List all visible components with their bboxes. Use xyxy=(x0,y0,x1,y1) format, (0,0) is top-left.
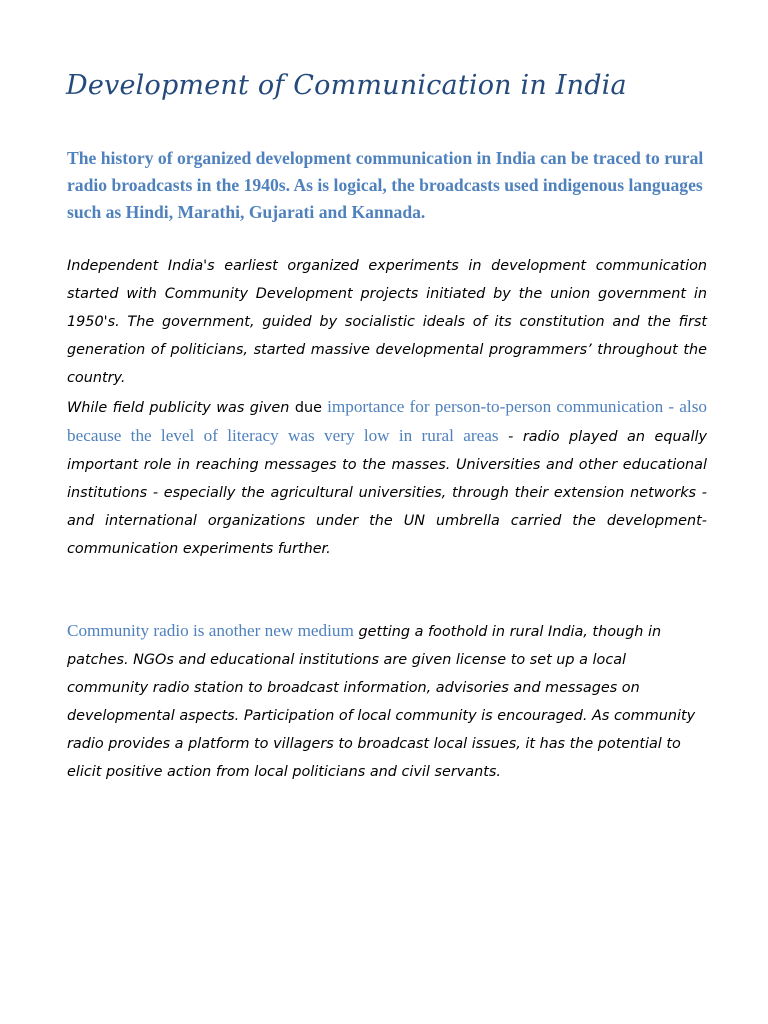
para2-lead-text: While field publicity was given xyxy=(67,400,295,416)
paragraph-field-publicity xyxy=(67,393,707,563)
para2-rest-text: - radio played an equally important role in reaching messages to the masses. Universities and other educational institutions - especially the agricultural universities, through their extension networks - and international organizations under the UN umbrella carried the development-communication experiments further. xyxy=(67,429,707,557)
para3-highlight-text: Community radio is another new medium xyxy=(67,621,354,640)
page-title: Development of Communication in India xyxy=(66,70,627,101)
paragraph-community-radio xyxy=(67,617,707,786)
para2-highlight-text: importance for person-to-person communication - also because the level of literacy was very low in rural areas xyxy=(67,397,707,445)
para3-rest-text: getting a foothold in rural India, though in patches. NGOs and educational institutions are given license to set up a local community radio station to broadcast information, advisories and messages on developmental aspects. Participation of local community is encouraged. As community radio provides a platform to villagers to broadcast local issues, it has the potential to elicit positive action from local politicians and civil servants. xyxy=(67,624,696,780)
para2-due-text: due xyxy=(294,400,322,416)
paragraph-independent-india: Independent India's earliest organized experiments in development communication started with Community Development projects initiated by the union government in 1950's. The government, guided by socialistic ideals of its constitution and the first generation of politicians, started massive developmental programmers’ throughout the country. xyxy=(67,258,707,386)
intro-paragraph: The history of organized development communication in India can be traced to rural radio broadcasts in the 1940s. As is logical, the broadcasts used indigenous languages such as Hindi, Marathi, Gujarati and Kannada. xyxy=(67,148,704,222)
